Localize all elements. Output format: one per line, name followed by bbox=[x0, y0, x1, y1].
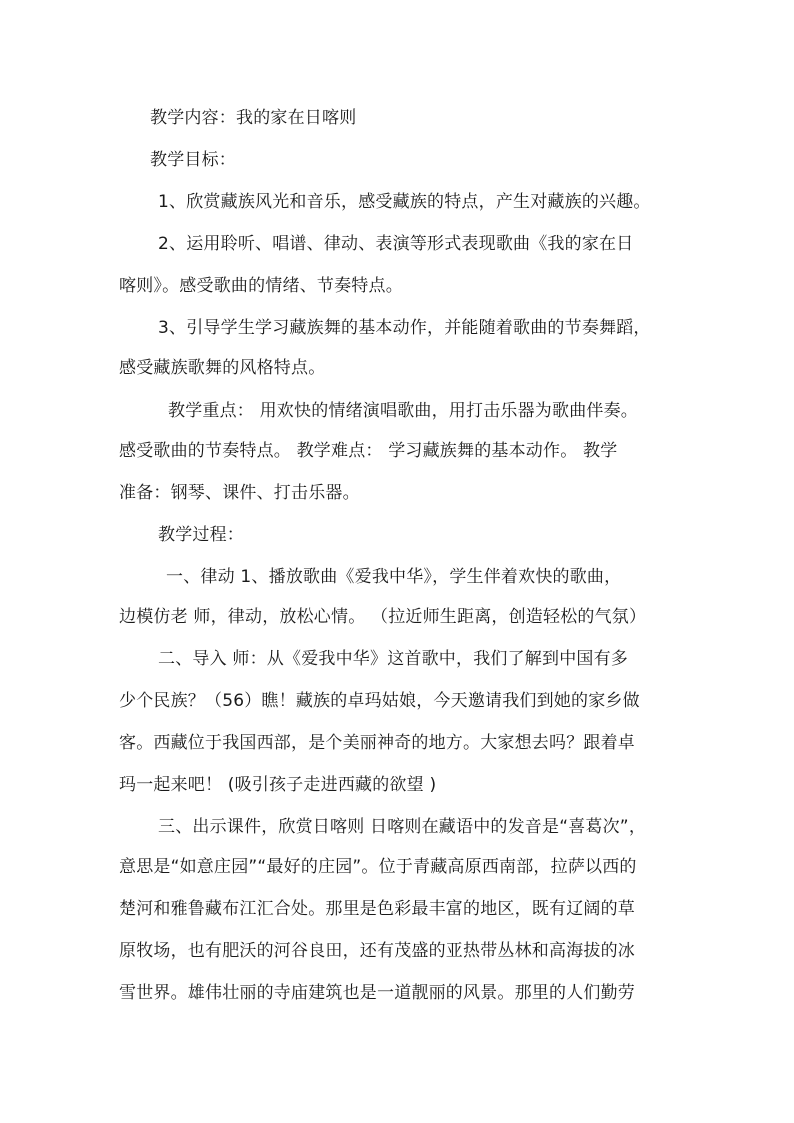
step-1-line-2: 边模仿老 师，律动，放松心情。 （拉近师生距离，创造轻松的气氛） bbox=[119, 607, 647, 627]
step-3-line-2: 意思是“如意庄园”“最好的庄园”。位于青藏高原西南部，拉萨以西的 bbox=[119, 857, 637, 877]
preparation-line: 准备：钢琴、课件、打击乐器。 bbox=[119, 483, 360, 503]
difficulty-line: 感受歌曲的节奏特点。 教学难点： 学习藏族舞的基本动作。 教学 bbox=[119, 441, 618, 461]
step-3-line-4: 原牧场，也有肥沃的河谷良田，还有茂盛的亚热带丛林和高海拔的冰 bbox=[119, 941, 635, 961]
goal-1-line: 1、欣赏藏族风光和音乐，感受藏族的特点，产生对藏族的兴趣。 bbox=[158, 192, 651, 212]
step-2-line-1: 二、导入 师：从《爱我中华》这首歌中，我们了解到中国有多 bbox=[158, 649, 629, 669]
teaching-process-heading: 教学过程： bbox=[158, 525, 244, 545]
step-3-line-5: 雪世界。雄伟壮丽的寺庙建筑也是一道靓丽的风景。那里的人们勤劳 bbox=[119, 983, 635, 1003]
goal-2-line-2: 喀则》。感受歌曲的情绪、节奏特点。 bbox=[119, 276, 403, 296]
step-2-line-3: 客。西藏位于我国西部，是个美丽神奇的地方。大家想去吗？跟着卓 bbox=[119, 733, 635, 753]
step-2-line-2: 少个民族？（56）瞧！藏族的卓玛姑娘，今天邀请我们到她的家乡做 bbox=[119, 691, 640, 711]
goal-3-line-1: 3、引导学生学习藏族舞的基本动作，并能随着歌曲的节奏舞蹈， bbox=[158, 318, 651, 338]
step-2-line-4: 玛一起来吧！ (吸引孩子走进西藏的欲望 ) bbox=[119, 775, 437, 795]
teaching-content-line: 教学内容：我的家在日喀则 bbox=[150, 108, 357, 128]
step-3-line-1: 三、出示课件，欣赏日喀则 日喀则在藏语中的发音是“喜葛次”， bbox=[158, 817, 647, 837]
step-3-line-3: 楚河和雅鲁藏布江汇合处。那里是色彩最丰富的地区，既有辽阔的草 bbox=[119, 899, 635, 919]
step-1-line-1: 一、律动 1、播放歌曲《爱我中华》，学生伴着欢快的歌曲， bbox=[166, 567, 622, 587]
goal-3-line-2: 感受藏族歌舞的风格特点。 bbox=[119, 358, 326, 378]
teaching-goals-heading: 教学目标： bbox=[150, 150, 236, 170]
key-points-line: 教学重点： 用欢快的情绪演唱歌曲，用打击乐器为歌曲伴奏。 bbox=[168, 401, 639, 421]
goal-2-line-1: 2、运用聆听、唱谱、律动、表演等形式表现歌曲《我的家在日 bbox=[158, 234, 634, 254]
